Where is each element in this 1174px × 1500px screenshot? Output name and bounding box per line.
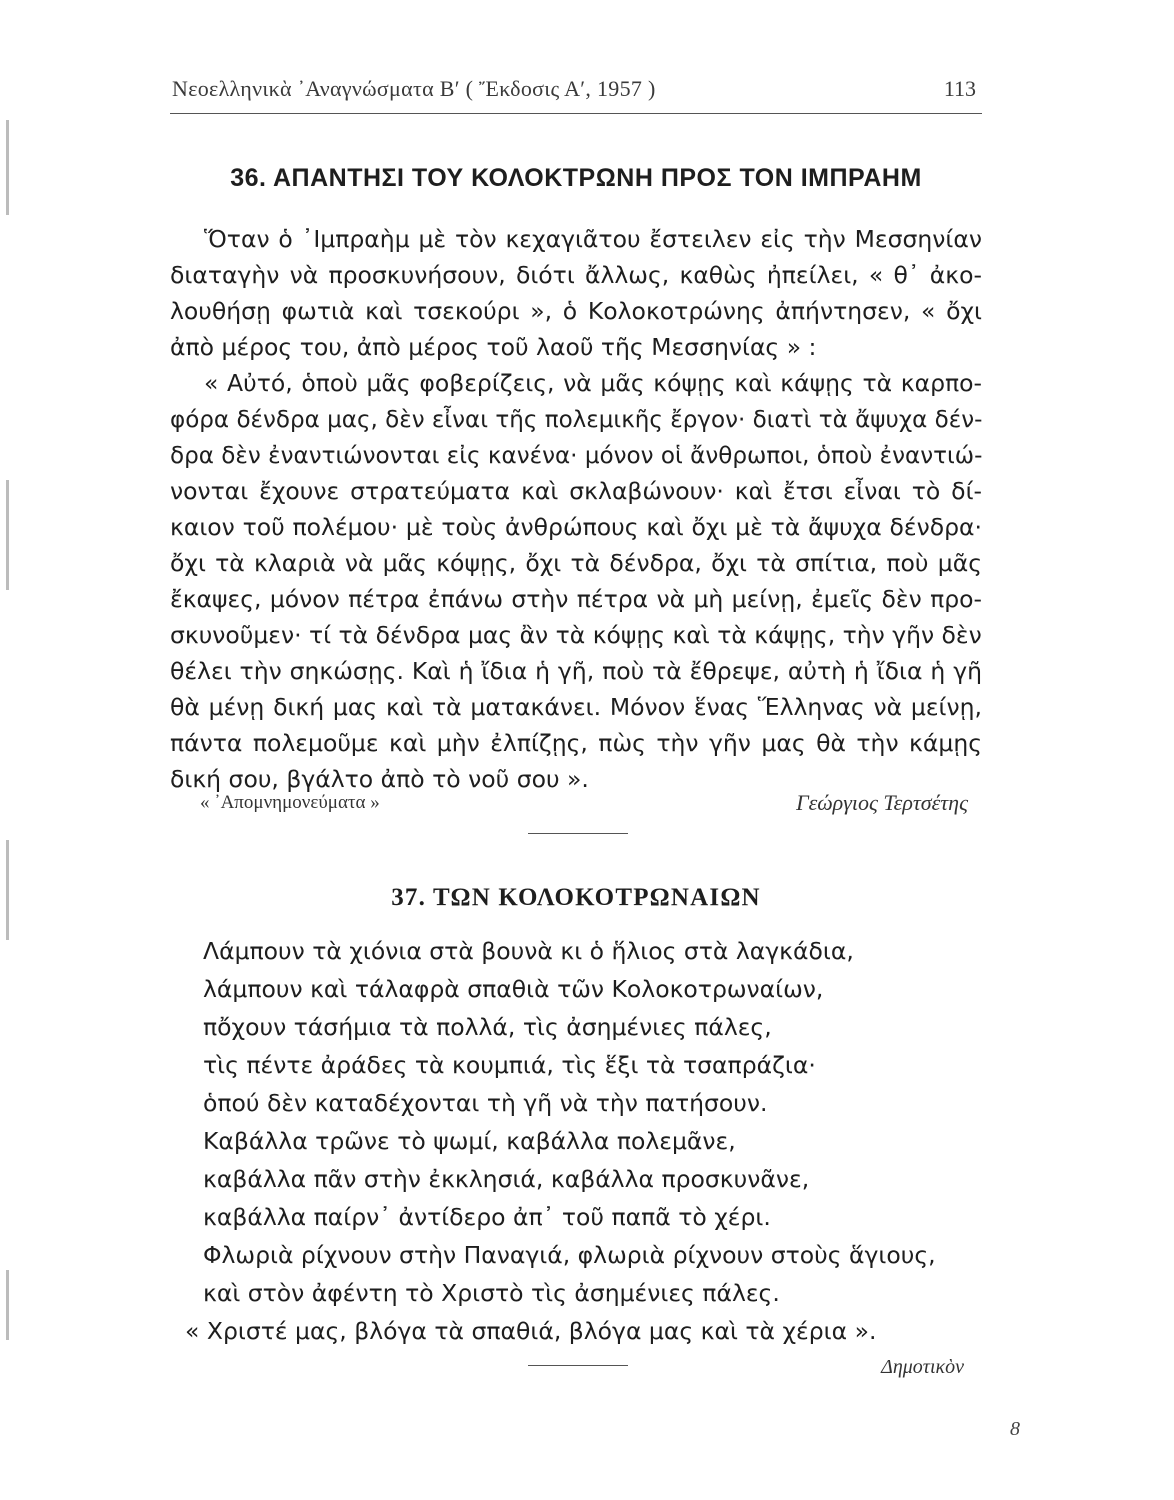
scan-margin-mark (6, 1270, 9, 1340)
header-rule (170, 113, 982, 114)
running-header (170, 72, 980, 108)
prose-line: σκυνοῦμεν· τί τὰ δένδρα μας ἂν τὰ κόψῃς καὶ τὰ κάψῃς, τὴν γῆν δὲν (170, 621, 982, 649)
section-37-title: 37. ΤΩΝ ΚΟΛΟΚΟΤΡΩΝΑΙΩΝ (391, 884, 761, 911)
prose-line: λουθήσῃ φωτιὰ καὶ τσεκούρι », ὁ Κολοκοτρώνης ἀπήντησεν, « ὄχι (170, 297, 982, 325)
verse-line: ὁπού δὲν καταδέχονται τὴ γῆ νὰ τὴν πατήσουν. (203, 1089, 768, 1117)
prose-line: διαταγὴν νὰ προσκυνήσουν, διότι ἄλλως, καθὼς ἠπείλει, « θ᾿ ἀκο- (170, 261, 982, 289)
prose-line: φόρα δένδρα μας, δὲν εἶναι τῆς πολεμικῆς ἔργον· διατὶ τὰ ἄψυχα δέν- (170, 405, 983, 433)
section-divider (528, 1365, 628, 1366)
prose-line: νονται ἔχουνε στρατεύματα καὶ σκλαβώνουν· καὶ ἔτσι εἶναι τὸ δί- (170, 477, 982, 505)
verse-line: Λάμπουν τὰ χιόνια στὰ βουνὰ κι ὁ ἥλιος στὰ λαγκάδια, (203, 937, 854, 965)
prose-line: ἀπὸ μέρος του, ἀπὸ μέρος τοῦ λαοῦ τῆς Μεσσηνίας » : (170, 333, 817, 361)
prose-line: καιον τοῦ πολέμου· μὲ τοὺς ἀνθρώπους καὶ ὄχι μὲ τὰ ἄψυχα δένδρα· (170, 513, 982, 541)
verse-line: Φλωριὰ ρίχνουν στὴν Παναγιά, φλωριὰ ρίχνουν στοὺς ἅγιους, (203, 1241, 936, 1269)
prose-line: δική σου, βγάλτο ἀπὸ τὸ νοῦ σου ». (170, 765, 589, 793)
scan-margin-mark (6, 480, 9, 590)
section-36-author: Γεώργιος Τερτσέτης (796, 790, 968, 815)
prose-line: « Αὐτό, ὁποὺ μᾶς φοβερίζεις, νὰ μᾶς κόψῃς καὶ κάψῃς τὰ καρπο- (204, 369, 982, 397)
verse-line: πὄχουν τάσήμια τὰ πολλά, τὶς ἀσημένιες πάλες, (203, 1013, 772, 1041)
scan-margin-mark (6, 840, 9, 940)
verse-line: τὶς πέντε ἀράδες τὰ κουμπιά, τὶς ἕξι τὰ τσαπράζια· (203, 1051, 816, 1079)
section-36-title: 36. ΑΠΑΝΤΗΣΙ ΤΟΥ ΚΟΛΟΚΤΡΩΝΗ ΠΡΟΣ ΤΟΝ ΙΜΠΡΑΗΜ (230, 164, 922, 192)
running-title: Νεοελληνικὰ ᾿Αναγνώσματα Β′ ( Ἔκδοσις Α′, 1957 ) (172, 76, 656, 101)
verse-line: « Χριστέ μας, βλόγα τὰ σπαθιά, βλόγα μας καὶ τὰ χέρια ». (185, 1317, 877, 1345)
section-36-source: « ᾿Απομνημονεύματα » (200, 792, 380, 813)
prose-line: Ὅταν ὁ ᾿Ιμπραὴμ μὲ τὸν κεχαγιᾶτου ἔστειλεν εἰς τὴν Μεσσηνίαν (204, 225, 982, 253)
verse-line: Καβάλλα τρῶνε τὸ ψωμί, καβάλλα πολεμᾶνε, (203, 1127, 736, 1155)
prose-line: ἔκαψες, μόνον πέτρα ἐπάνω στὴν πέτρα νὰ μὴ μείνῃ, ἐμεῖς δὲν προ- (170, 585, 982, 613)
prose-line: θὰ μένῃ δική μας καὶ τὰ ματακάνει. Μόνον ἕνας Ἕλληνας νὰ μείνῃ, (170, 693, 982, 721)
prose-line: πάντα πολεμοῦμε καὶ μὴν ἐλπίζῃς, πὼς τὴν γῆν μας θὰ τὴν κάμῃς (170, 729, 982, 757)
verse-line: καὶ στὸν ἀφέντη τὸ Χριστὸ τὶς ἀσημένιες πάλες. (203, 1279, 780, 1307)
prose-line: δρα δὲν ἐναντιώνονται εἰς κανένα· μόνον οἱ ἄνθρωποι, ὁποὺ ἐναντιώ- (170, 441, 983, 469)
signature-mark: 8 (1010, 1418, 1020, 1440)
section-divider (528, 833, 628, 834)
scan-margin-mark (6, 120, 9, 215)
prose-line: θέλει τὴν σηκώσῃς. Καὶ ἡ ἴδια ἡ γῆ, ποὺ τὰ ἔθρεψε, αὐτὴ ἡ ἴδια ἡ γῆ (170, 657, 982, 685)
verse-line: καβάλλα παίρν᾿ ἀντίδερο ἀπ᾿ τοῦ παπᾶ τὸ χέρι. (203, 1203, 771, 1231)
section-37-author: Δημοτικὸν (881, 1356, 964, 1378)
verse-line: καβάλλα πᾶν στὴν ἐκκλησιά, καβάλλα προσκυνᾶνε, (203, 1165, 810, 1193)
page-number: 113 (943, 76, 976, 101)
prose-line: ὄχι τὰ κλαριὰ νὰ μᾶς κόψῃς, ὄχι τὰ δένδρα, ὄχι τὰ σπίτια, ποὺ μᾶς (170, 549, 982, 577)
verse-line: λάμπουν καὶ τάλαφρὰ σπαθιὰ τῶν Κολοκοτρωναίων, (203, 975, 824, 1003)
